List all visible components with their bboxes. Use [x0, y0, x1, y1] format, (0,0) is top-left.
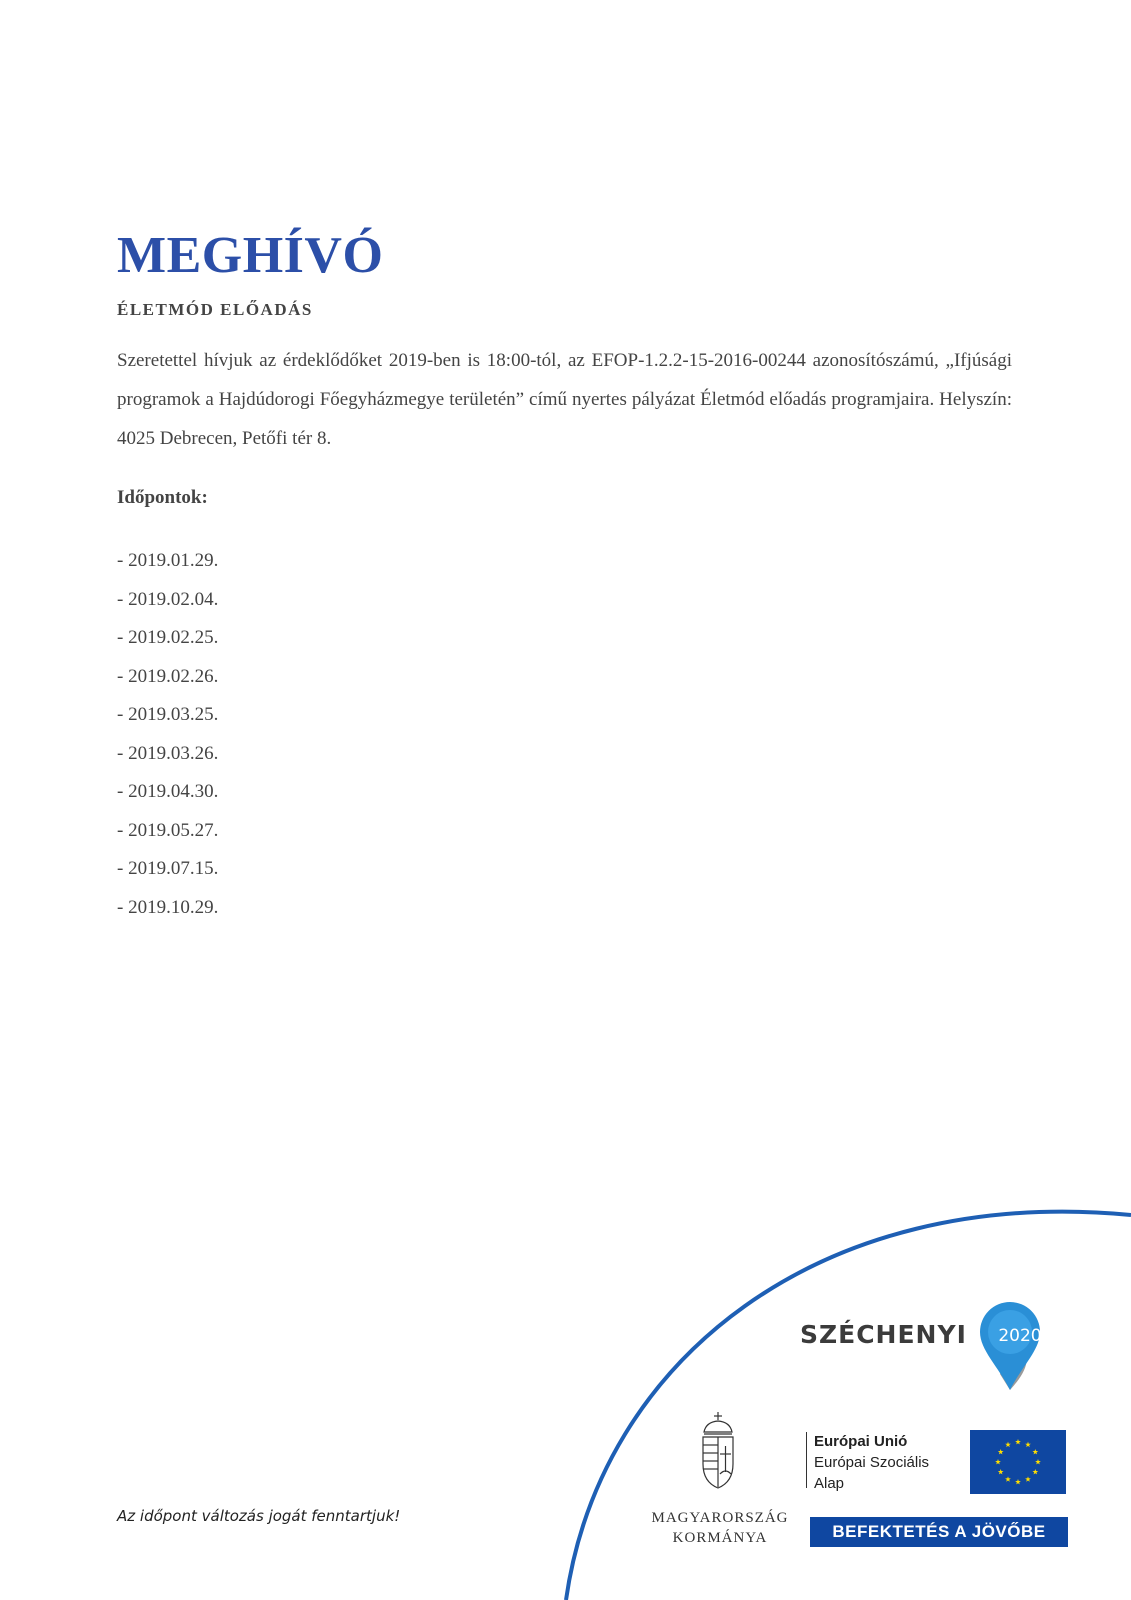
date-item: - 2019.03.25. — [117, 704, 219, 725]
eu-text — [814, 1431, 929, 1494]
date-item: - 2019.05.27. — [117, 819, 219, 841]
date-item: - 2019.10.29. — [117, 896, 219, 918]
page-subtitle: ÉLETMÓD ELŐADÁS — [117, 300, 313, 319]
szechenyi-year: 2020 — [998, 1326, 1042, 1346]
eu-line1: Európai Unió — [814, 1433, 908, 1450]
eu-divider — [806, 1432, 807, 1488]
invest-in-future-banner: BEFEKTETÉS A JÖVŐBE — [810, 1517, 1068, 1547]
intro-paragraph: Szeretettel hívjuk az érdeklődőket 2019-ben is 18:00-tól, az EFOP-1.2.2-15-2016-00244 azonosítószámú, „Ifjúsági programok a Hajdúdorogi Főegyházmegye területén” című nyertes pályázat Életmód előadás programjaira. Helyszín: 4025 Debrecen, Petőfi tér 8. — [117, 350, 1012, 449]
date-item: - 2019.04.30. — [117, 781, 219, 802]
eu-line3: Alap — [814, 1475, 845, 1492]
date-item: - 2019.03.26. — [117, 742, 219, 764]
government-name-line2: KORMÁNYA — [672, 1530, 768, 1546]
government-name — [640, 1508, 800, 1548]
dates-heading: Időpontok: — [117, 487, 208, 508]
eu-flag-icon — [970, 1430, 1066, 1494]
coat-of-arms-icon — [698, 1412, 738, 1492]
dates-list — [117, 542, 218, 927]
date-item: - 2019.07.15. — [117, 858, 219, 879]
date-item: - 2019.02.26. — [117, 665, 219, 687]
footnote: Az időpont változás jogát fenntartjuk! — [117, 1507, 401, 1525]
page-title: MEGHÍVÓ — [117, 227, 384, 284]
date-item: - 2019.01.29. — [117, 550, 219, 571]
government-name-line1: MAGYARORSZÁG — [651, 1510, 789, 1526]
date-item: - 2019.02.25. — [117, 627, 219, 648]
date-item: - 2019.02.04. — [117, 588, 219, 610]
eu-line2: Európai Szociális — [814, 1454, 930, 1471]
szechenyi-logo-text: SZÉCHENYI — [800, 1320, 967, 1349]
